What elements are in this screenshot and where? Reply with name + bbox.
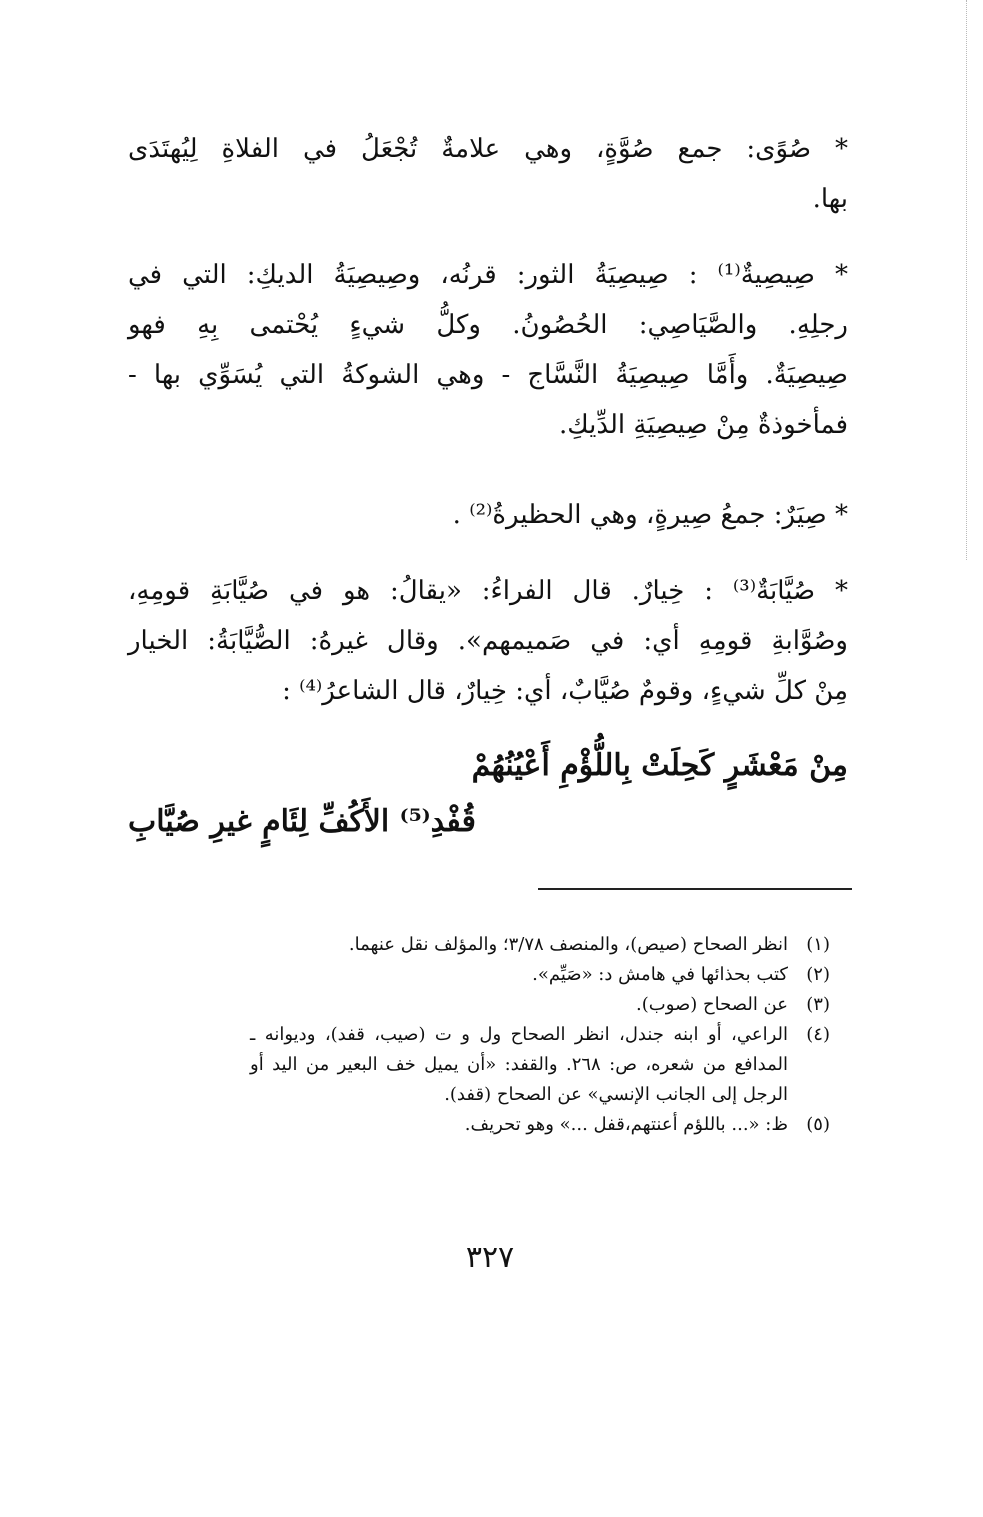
footnote-number: (٢) — [806, 964, 830, 985]
page-number: ٣٢٧ — [465, 1240, 515, 1275]
entry-line: وصُوَّابةِ قومِهِ أي: في صَميمهم». وقال غيرهُ: الصُّيَّابَةُ: الخيار — [128, 626, 848, 656]
entry-line: مِنْ كلِّ شيءٍ، وقومٌ صُيَّابٌ، أي: خِيارٌ، قال الشاعرُ⁽⁴⁾ : — [282, 676, 848, 706]
entry-suwa — [128, 124, 848, 224]
page-edge-line — [966, 0, 967, 560]
entry-line: رجلِهِ. والصَّيَاصِي: الحُصُونُ. وكلُّ شيءٍ يُحْتمى بِهِ فهو — [128, 310, 848, 340]
entry-line: فمأخوذةٌ مِنْ صِيصِيَةِ الدِّيكِ. — [558, 410, 848, 440]
verse-first-hemistich: مِنْ مَعْشَرٍ كَحِلَتْ بِاللُّؤْمِ أَعْيُنُهُمْ — [471, 748, 848, 783]
entry-siyar — [128, 490, 848, 540]
footnote-text: ظ: «... باللؤم أعنتهم،قفل ...» وهو تحريف. — [464, 1114, 788, 1135]
entry-line: بها. — [812, 184, 848, 214]
footnote-item — [250, 1020, 830, 1110]
footnotes — [250, 930, 830, 1140]
footnote-text: عن الصحاح (صوب). — [636, 994, 788, 1015]
footnote-item — [250, 930, 830, 960]
entry-line: * صِيصِيةٌ⁽¹⁾ : صِيصِيَةُ الثور: قرنُه، وصِيصِيَةُ الديكِ: التي في — [128, 260, 849, 290]
footnote-text: كتب بحذائها في هامش د: «صَيِّم». — [532, 964, 788, 985]
footnote-number: (٤) — [806, 1024, 830, 1045]
entry-sisiya — [128, 250, 848, 450]
verse-second-hemistich: قُفْدِ⁽⁵⁾ الأَكُفِّ لِئَامٍ غيرِ صُيَّابِ — [128, 804, 476, 839]
footnote-text: الراعي، أو ابنه جندل، انظر الصحاح ول و ت (صيب، قفد)، وديوانه ـ المدافع من شعره، ص: ٢٦٨. والقفد: «أن يميل خف البعير من اليد أو الرجل إلى الجانب الإنسي» عن الصحاح (قفد). — [250, 1024, 788, 1105]
footnote-text: انظر الصحاح (صيص)، والمنصف ٣/٧٨؛ والمؤلف نقل عنهما. — [348, 934, 788, 955]
footnote-separator — [538, 888, 852, 890]
entry-line: * صُيَّابَةٌ⁽³⁾ : خِيارٌ. قال الفراءُ: «يقالُ: هو في صُيَّابَةِ قومِهِ، — [128, 576, 849, 606]
entry-suyyaba — [128, 566, 848, 716]
footnote-number: (١) — [806, 934, 830, 955]
footnote-item — [250, 960, 830, 990]
footnote-item — [250, 990, 830, 1020]
entry-line: * صُوًى: جمع صُوَّةٍ، وهي علامةٌ تُجْعَلُ في الفلاةِ لِيُهتَدَى — [128, 134, 848, 164]
footnote-number: (٣) — [806, 994, 830, 1015]
entry-line: صِيصِيَةٌ. وأَمَّا صِيصِيَةُ النَّسَّاج - وهي الشوكةُ التي يُسَوِّي بها - — [128, 360, 848, 390]
footnote-item — [250, 1110, 830, 1140]
entry-line: * صِيَرٌ: جمعُ صِيرةٍ، وهي الحظيرةُ⁽²⁾ . — [452, 500, 848, 530]
footnote-number: (٥) — [806, 1114, 830, 1135]
